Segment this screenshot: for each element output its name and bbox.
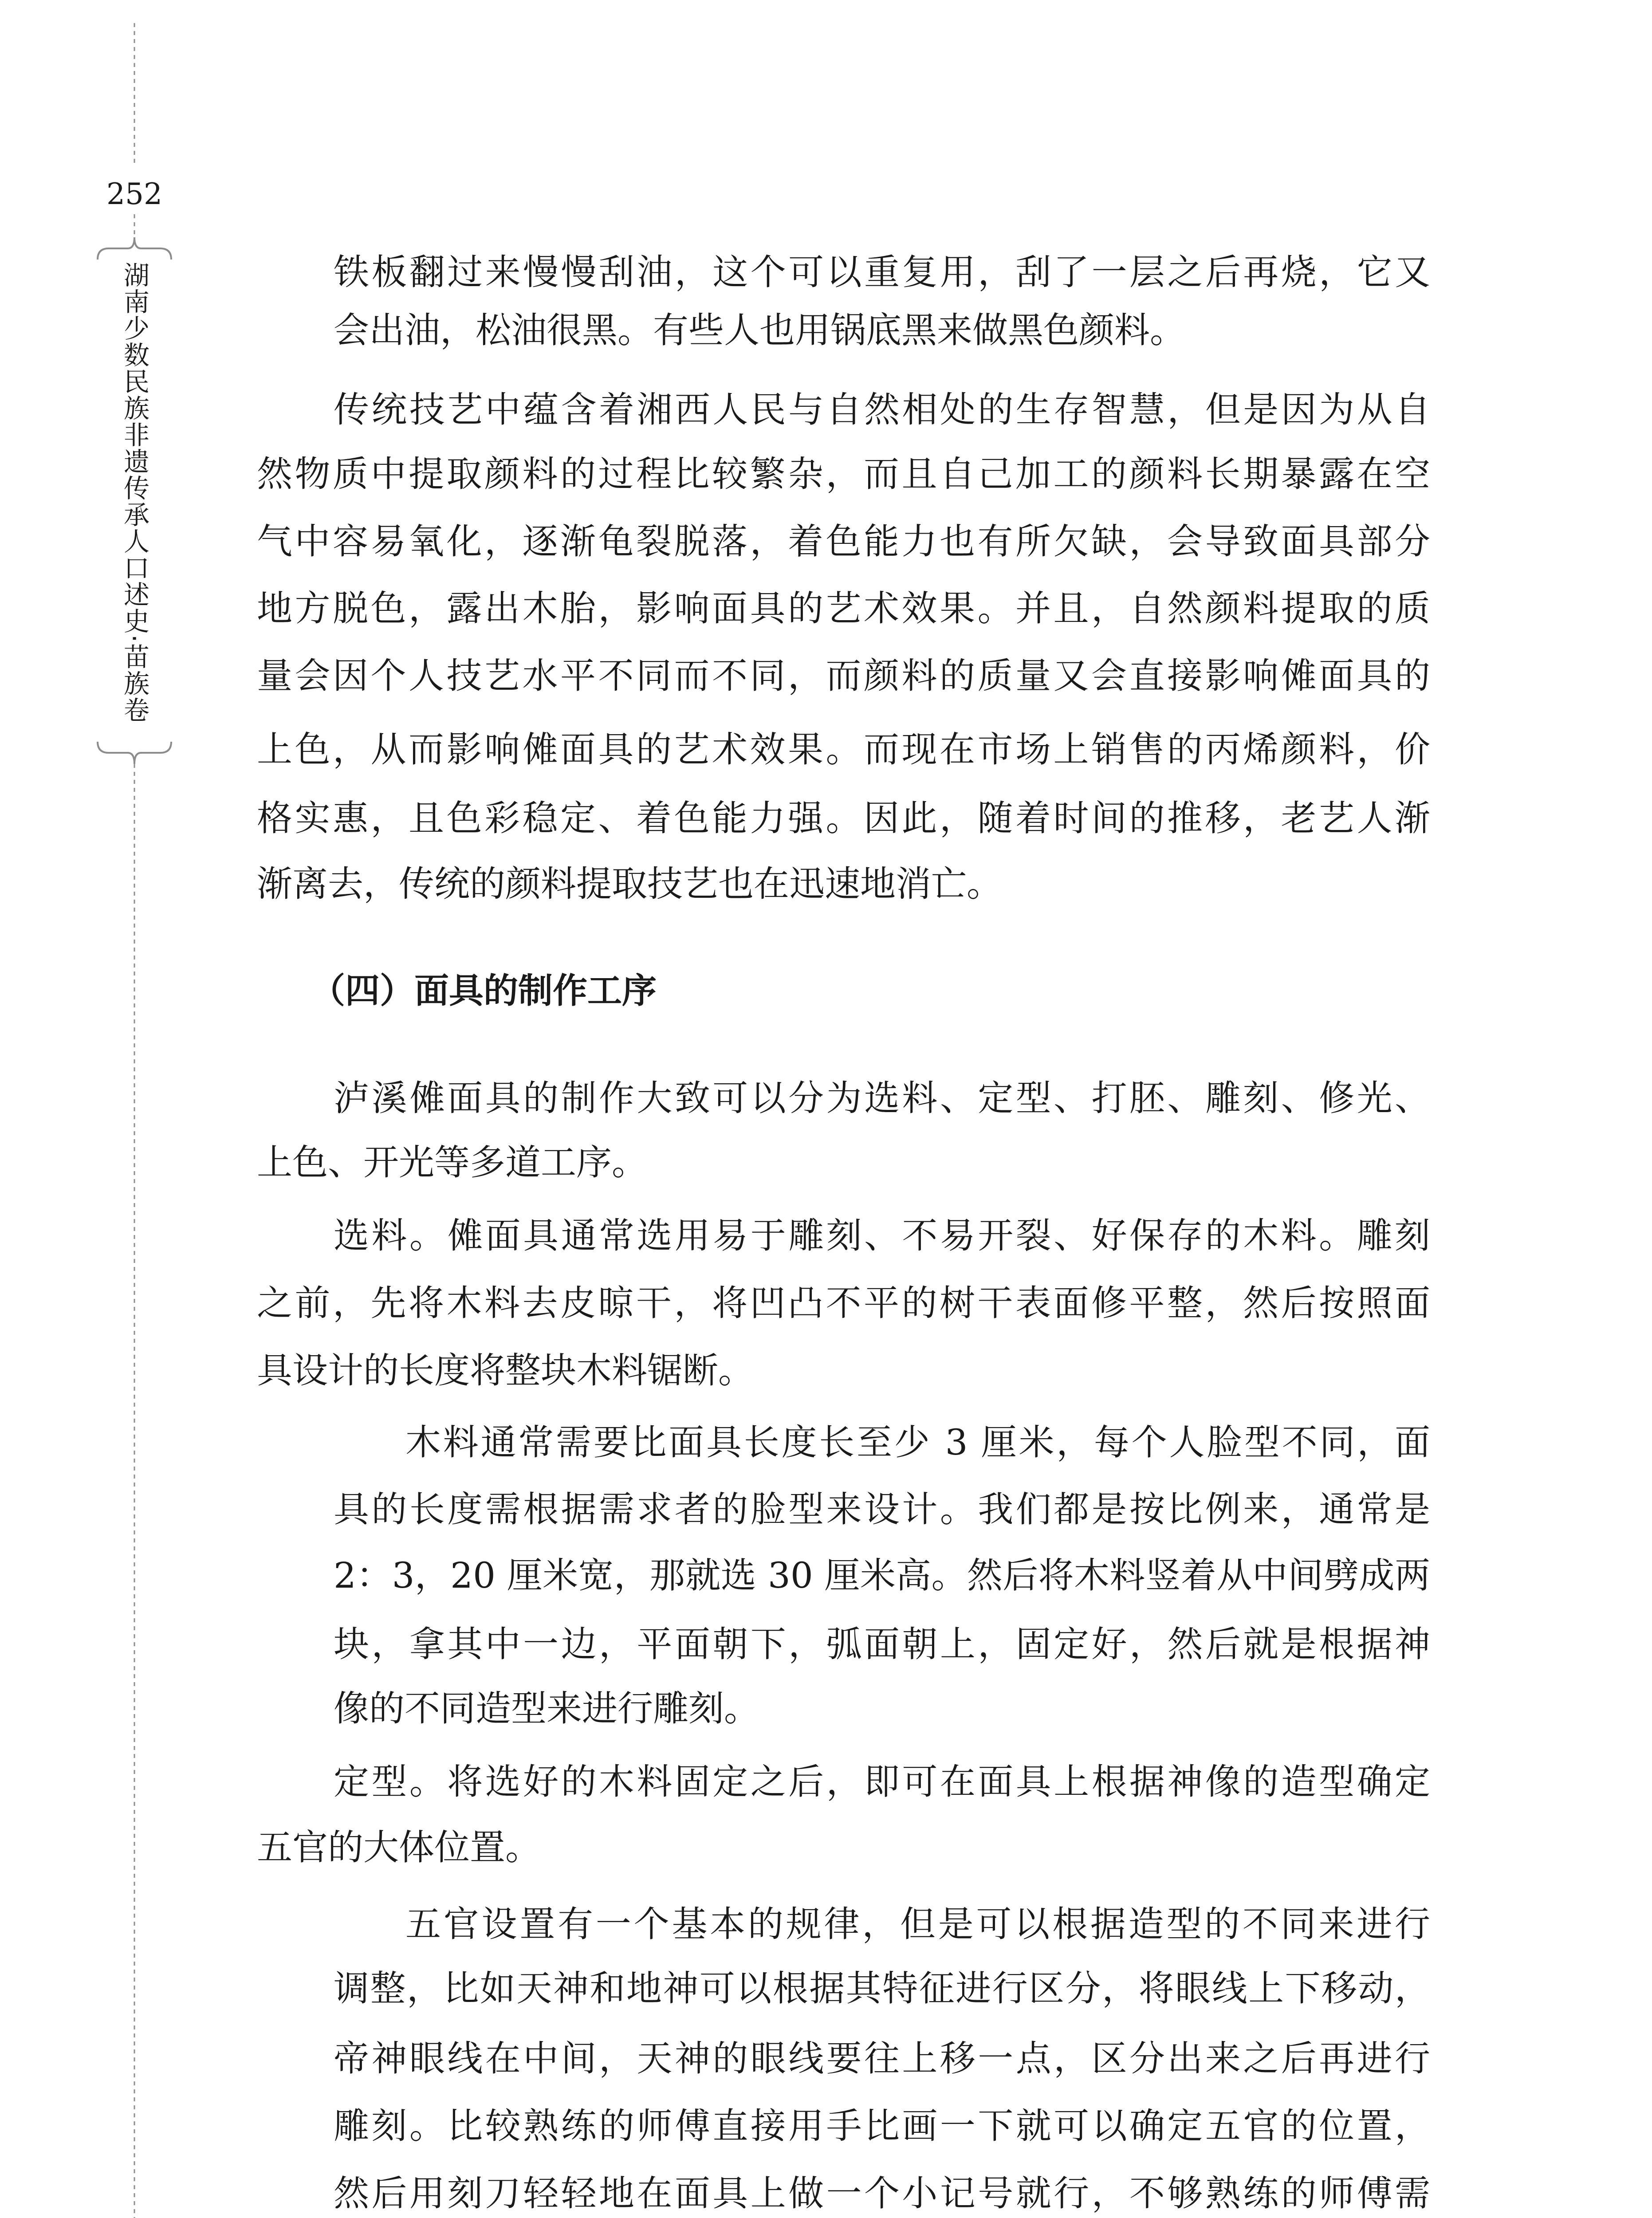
text-line: 格实惠，且色彩稳定、着色能力强。因此，随着时间的推移，老艺人渐: [257, 798, 1430, 839]
text-line: 雕刻。比较熟练的师傅直接用手比画一下就可以确定五官的位置，: [334, 2105, 1430, 2147]
text-line: 像的不同造型来进行雕刻。: [334, 1688, 759, 1729]
text-line: 木料通常需要比面具长度长至少 3 厘米，每个人脸型不同，面: [405, 1422, 1430, 1463]
text-line: 之前，先将木料去皮晾干，将凹凸不平的树干表面修平整，然后按照面: [257, 1282, 1430, 1324]
text-line: 渐离去，传统的颜料提取技艺也在迅速地消亡。: [257, 863, 1002, 905]
text-line: 帝神眼线在中间，天神的眼线要往上移一点，区分出来之后再进行: [334, 2038, 1430, 2079]
text-line: 定型。将选好的木料固定之后，即可在面具上根据神像的造型确定: [334, 1761, 1430, 1802]
text-line: 会出油，松油很黑。有些人也用锅底黑来做黑色颜料。: [334, 310, 1185, 351]
text-line: 地方脱色，露出木胎，影响面具的艺术效果。并且，自然颜料提取的质: [257, 588, 1430, 629]
text-line: 气中容易氧化，逐渐龟裂脱落，着色能力也有所欠缺，会导致面具部分: [257, 521, 1430, 562]
text-line: 选料。傩面具通常选用易于雕刻、不易开裂、好保存的木料。雕刻: [334, 1215, 1430, 1256]
text-line: 然后用刻刀轻轻地在面具上做一个小记号就行，不够熟练的师傅需: [334, 2173, 1430, 2214]
text-line: 铁板翻过来慢慢刮油，这个可以重复用，刮了一层之后再烧，它又: [334, 252, 1430, 293]
text-line: 泸溪傩面具的制作大致可以分为选料、定型、打胚、雕刻、修光、: [334, 1078, 1430, 1119]
text-line: 调整，比如天神和地神可以根据其特征进行区分，将眼线上下移动，: [334, 1968, 1430, 2009]
text-line: 上色、开光等多道工序。: [257, 1142, 647, 1183]
text-line: 五官的大体位置。: [257, 1827, 541, 1868]
bracket-bottom: [98, 742, 171, 764]
text-line: 然物质中提取颜料的过程比较繁杂，而且自己加工的颜料长期暴露在空: [257, 453, 1430, 495]
text-line: 2：3，20 厘米宽，那就选 30 厘米高。然后将木料竖着从中间劈成两: [334, 1555, 1430, 1596]
text-line: 具的长度需根据需求者的脸型来设计。我们都是按比例来，通常是: [334, 1489, 1430, 1530]
bracket-top: [98, 237, 171, 260]
text-line: 具设计的长度将整块木料锯断。: [257, 1350, 754, 1391]
section-heading: （四）面具的制作工序: [311, 971, 657, 1011]
text-line: 上色，从而影响傩面具的艺术效果。而现在市场上销售的丙烯颜料，价: [257, 729, 1430, 770]
text-line: 量会因个人技艺水平不同而不同，而颜料的质量又会直接影响傩面具的: [257, 655, 1430, 696]
page-number: 252: [106, 177, 162, 211]
text-line: 五官设置有一个基本的规律，但是可以根据造型的不同来进行: [405, 1903, 1430, 1945]
text-line: 块，拿其中一边，平面朝下，弧面朝上，固定好，然后就是根据神: [334, 1624, 1430, 1665]
running-title: 湖南少数民族非遗传承人口述史·苗族卷: [119, 262, 149, 724]
text-line: 传统技艺中蕴含着湘西人民与自然相处的生存智慧，但是因为从自: [334, 389, 1430, 430]
